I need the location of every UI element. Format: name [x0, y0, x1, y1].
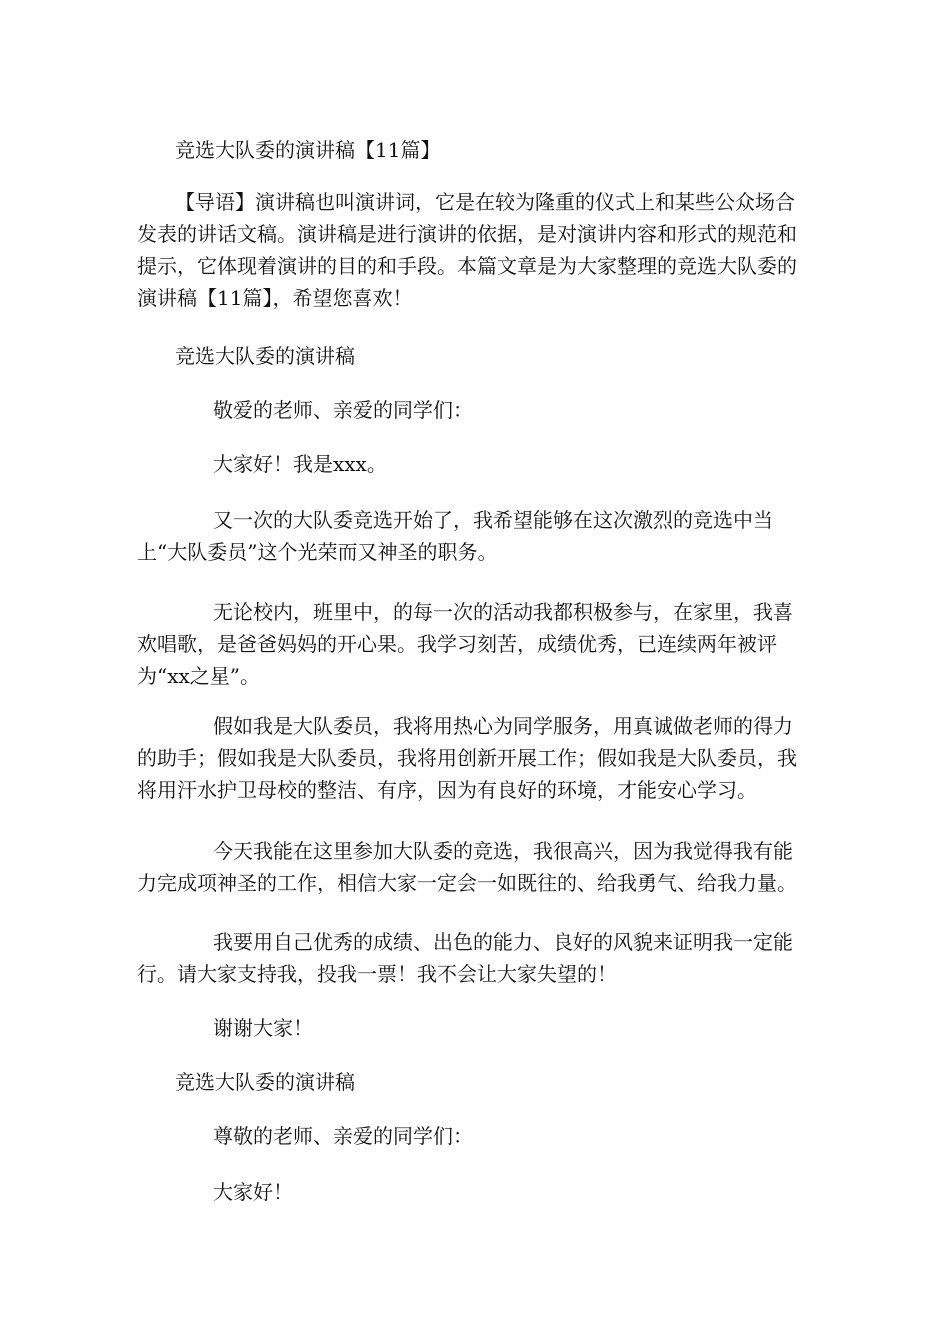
- document-title: 竞选大队委的演讲稿【11篇】: [175, 138, 441, 162]
- speech-1-paragraph-1: 又一次的大队委竞选开始了，我希望能够在这次激烈的竞选中当上“大队委员”这个光荣而又神圣的职务。: [137, 508, 773, 564]
- speech-1-heading: 竞选大队委的演讲稿: [175, 344, 355, 368]
- speech-1-closing: 谢谢大家！: [213, 1016, 313, 1040]
- speech-1-paragraph-5: 我要用自己优秀的成绩、出色的能力、良好的风貌来证明我一定能行。请大家支持我，投我一票！我不会让大家失望的！: [137, 930, 793, 986]
- speech-1-paragraph-4: 今天我能在这里参加大队委的竞选，我很高兴，因为我觉得我有能力完成项神圣的工作，相信大家一定会一如既往的、给我勇气、给我力量。: [137, 839, 797, 895]
- speech-2-greeting: 大家好！: [213, 1180, 293, 1204]
- speech-1-paragraph-2: 无论校内，班里中，的每一次的活动我都积极参与，在家里，我喜欢唱歌，是爸爸妈妈的开心果。我学习刻苦，成绩优秀，已连续两年被评为“xx之星”。: [137, 600, 793, 688]
- speech-1-greeting: 大家好！我是xxx。: [213, 452, 387, 476]
- speech-2-heading: 竞选大队委的演讲稿: [175, 1070, 355, 1094]
- speech-2-salutation: 尊敬的老师、亲爱的同学们：: [213, 1124, 473, 1148]
- speech-1-paragraph-3: 假如我是大队委员，我将用热心为同学服务，用真诚做老师的得力的助手；假如我是大队委员，我将用创新开展工作；假如我是大队委员，我将用汗水护卫母校的整洁、有序，因为有良好的环境，才能安心学习。: [137, 714, 797, 802]
- speech-1-salutation: 敬爱的老师、亲爱的同学们：: [213, 398, 473, 422]
- intro-paragraph: 【导语】演讲稿也叫演讲词，它是在较为隆重的仪式上和某些公众场合发表的讲话文稿。演讲稿是进行演讲的依据，是对演讲内容和形式的规范和提示，它体现着演讲的目的和手段。本篇文章是为大家整理的竞选大队委的演讲稿【11篇】，希望您喜欢！: [137, 190, 797, 310]
